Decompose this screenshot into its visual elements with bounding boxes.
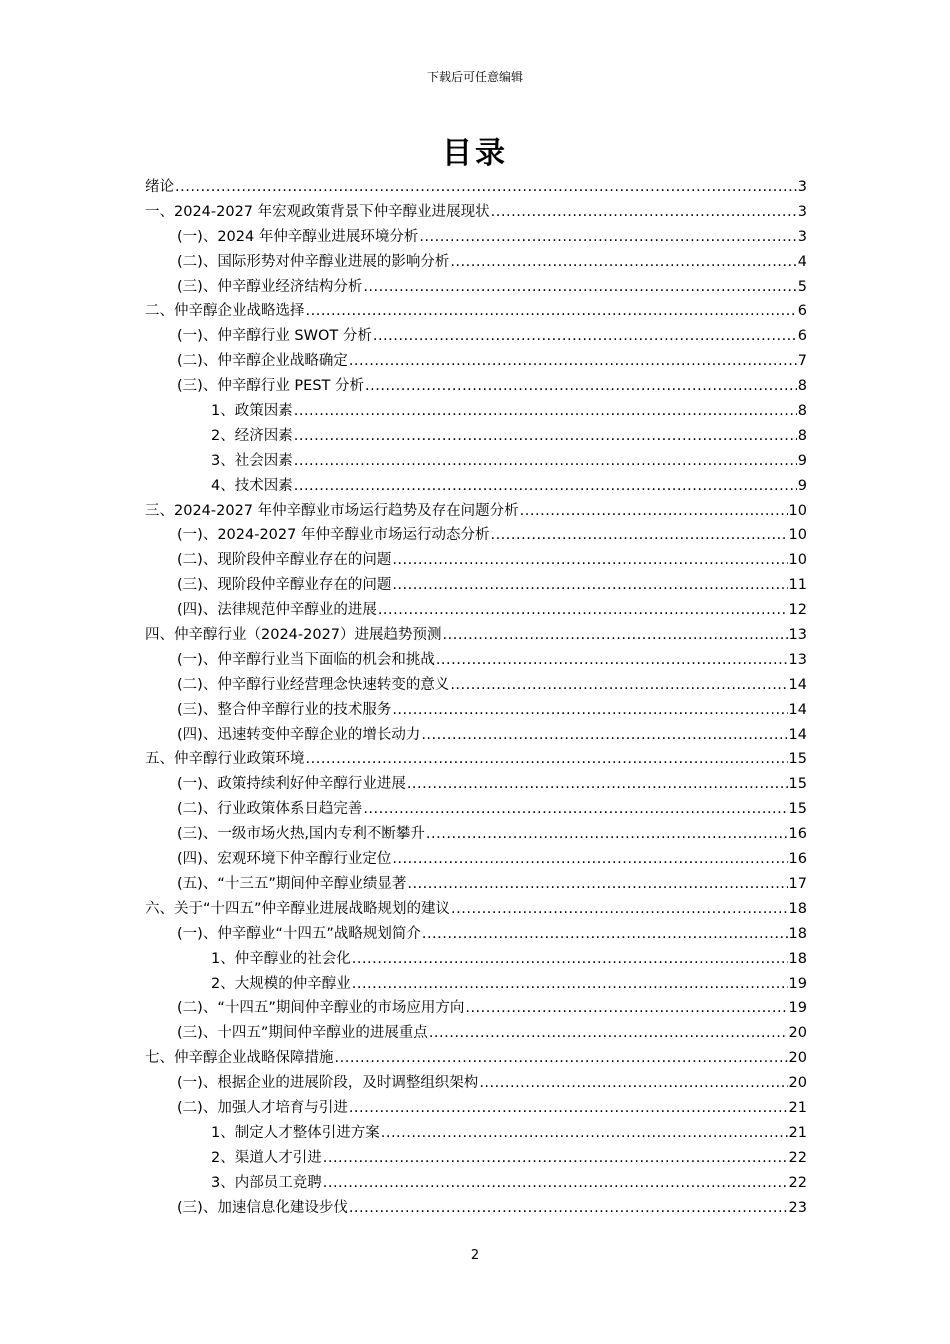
toc-entry-page: 18 [788, 950, 807, 967]
toc-entry[interactable] [145, 299, 807, 324]
toc-entry-text: (三)、加速信息化建设步伐 [177, 1199, 348, 1216]
toc-entry[interactable] [145, 673, 807, 698]
toc-dot-leader [520, 499, 788, 524]
toc-dot-leader [306, 299, 797, 324]
toc-entry-page: 15 [788, 751, 807, 768]
toc-entry-text: (二)、行业政策体系日趋完善 [177, 801, 363, 818]
toc-dot-leader [392, 573, 787, 598]
toc-entry-page: 14 [788, 701, 807, 718]
toc-entry-text: (四)、宏观环境下仲辛醇行业定位 [177, 851, 392, 868]
toc-dot-leader [365, 374, 797, 399]
toc-entry-text: (三)、十四五”期间仲辛醇业的进展重点 [177, 1025, 428, 1042]
toc-entry[interactable] [145, 474, 807, 499]
toc-entry[interactable] [145, 1046, 807, 1071]
toc-dot-leader [373, 324, 797, 349]
toc-dot-leader [465, 996, 787, 1021]
toc-entry-page: 8 [797, 403, 807, 420]
toc-entry-page: 20 [788, 1075, 807, 1092]
toc-entry-text: 1、政策因素 [211, 403, 293, 420]
toc-dot-leader [352, 947, 788, 972]
toc-entry[interactable] [145, 200, 807, 225]
toc-entry[interactable] [145, 424, 807, 449]
toc-entry[interactable] [145, 175, 807, 200]
toc-entry[interactable] [145, 897, 807, 922]
toc-dot-leader [349, 1196, 788, 1221]
toc-entry-text: 2、大规模的仲辛醇业 [211, 975, 351, 992]
toc-dot-leader [349, 349, 797, 374]
toc-entry-text: (一)、仲辛醇行业当下面临的机会和挑战 [177, 651, 435, 668]
toc-entry-text: 3、社会因素 [211, 452, 293, 469]
toc-entry[interactable] [145, 772, 807, 797]
toc-entry-text: 三、2024-2027 年仲辛醇业市场运行趋势及存在问题分析 [145, 502, 519, 519]
toc-entry[interactable] [145, 449, 807, 474]
toc-entry-text: (二)、现阶段仲辛醇业存在的问题 [177, 552, 392, 569]
header-note: 下载后可任意编辑 [426, 70, 523, 84]
toc-entry-page: 19 [788, 975, 807, 992]
toc-entry-text: 2、经济因素 [211, 427, 293, 444]
toc-entry-page: 10 [788, 552, 807, 569]
toc-entry-page: 14 [788, 676, 807, 693]
toc-entry-page: 17 [788, 875, 807, 892]
toc-entry[interactable] [145, 1071, 807, 1096]
toc-entry-page: 22 [788, 1149, 807, 1166]
toc-dot-leader [363, 275, 796, 300]
toc-entry-page: 7 [797, 353, 807, 370]
toc-dot-leader [175, 175, 797, 200]
toc-entry[interactable] [145, 374, 807, 399]
toc-dot-leader [294, 424, 797, 449]
toc-dot-leader [407, 772, 788, 797]
toc-entry-page: 9 [797, 452, 807, 469]
toc-entry-page: 13 [788, 651, 807, 668]
toc-entry-text: 1、制定人才整体引进方案 [211, 1124, 380, 1141]
toc-entry-page: 15 [788, 801, 807, 818]
toc-dot-leader [491, 200, 797, 225]
toc-entry-text: (四)、迅速转变仲辛醇企业的增长动力 [177, 726, 421, 743]
toc-entry-page: 21 [788, 1124, 807, 1141]
toc-entry[interactable] [145, 1196, 807, 1221]
toc-entry-text: (五)、“十三五”期间仲辛醇业绩显著 [177, 875, 407, 892]
toc-entry-text: 二、仲辛醇企业战略选择 [145, 303, 305, 320]
toc-dot-leader [490, 523, 787, 548]
toc-entry-text: (三)、现阶段仲辛醇业存在的问题 [177, 577, 392, 594]
toc-entry[interactable] [145, 847, 807, 872]
toc-entry[interactable] [145, 947, 807, 972]
table-of-contents [145, 175, 807, 1220]
toc-dot-leader [363, 797, 787, 822]
toc-entry-page: 15 [788, 776, 807, 793]
toc-entry-text: 绪论 [145, 179, 174, 195]
toc-entry-text: (三)、一级市场火热,国内专利不断攀升 [177, 826, 425, 843]
toc-entry-text: (一)、仲辛醇行业 SWOT 分析 [177, 328, 372, 345]
toc-entry[interactable] [145, 523, 807, 548]
toc-entry-text: 六、关于“十四五”仲辛醇业进展战略规划的建议 [145, 900, 451, 917]
toc-dot-leader [392, 698, 787, 723]
toc-entry[interactable] [145, 250, 807, 275]
toc-dot-leader [450, 250, 796, 275]
toc-dot-leader [421, 723, 787, 748]
toc-entry[interactable] [145, 822, 807, 847]
toc-entry-page: 11 [788, 577, 807, 594]
toc-entry-page: 3 [797, 203, 807, 220]
toc-entry[interactable] [145, 747, 807, 772]
toc-dot-leader [294, 399, 797, 424]
toc-entry-page: 10 [788, 527, 807, 544]
toc-entry-text: (三)、仲辛醇行业 PEST 分析 [177, 378, 364, 395]
toc-entry-text: 一、2024-2027 年宏观政策背景下仲辛醇业进展现状 [145, 203, 490, 220]
toc-entry-page: 22 [788, 1174, 807, 1191]
toc-entry-page: 23 [788, 1199, 807, 1216]
toc-entry[interactable] [145, 499, 807, 524]
toc-entry[interactable] [145, 349, 807, 374]
toc-entry[interactable] [145, 225, 807, 250]
toc-dot-leader [443, 623, 788, 648]
toc-entry-text: 2、渠道人才引进 [211, 1149, 322, 1166]
toc-entry-text: 1、仲辛醇业的社会化 [211, 950, 351, 967]
toc-dot-leader [352, 972, 788, 997]
toc-entry-page: 8 [797, 427, 807, 444]
toc-entry-text: 4、技术因素 [211, 477, 293, 494]
toc-entry-text: 四、仲辛醇行业（2024-2027）进展趋势预测 [145, 627, 442, 644]
toc-entry[interactable] [145, 324, 807, 349]
toc-entry-page: 16 [788, 826, 807, 843]
toc-entry-page: 20 [788, 1025, 807, 1042]
toc-dot-leader [306, 747, 788, 772]
toc-entry-text: 七、仲辛醇企业战略保障措施 [145, 1050, 334, 1067]
toc-entry-page: 14 [788, 726, 807, 743]
toc-entry[interactable] [145, 1096, 807, 1121]
toc-dot-leader [378, 598, 788, 623]
toc-entry[interactable] [145, 548, 807, 573]
toc-dot-leader [429, 1021, 788, 1046]
toc-dot-leader [349, 1096, 788, 1121]
toc-entry-text: 五、仲辛醇行业政策环境 [145, 751, 305, 768]
toc-entry-text: (三)、仲辛醇业经济结构分析 [177, 278, 363, 295]
toc-entry-page: 20 [788, 1050, 807, 1067]
toc-entry-text: (一)、根据企业的进展阶段，及时调整组织架构 [177, 1075, 479, 1092]
toc-entry-text: (二)、“十四五”期间仲辛醇业的市场应用方向 [177, 1000, 465, 1017]
toc-entry[interactable] [145, 1121, 807, 1146]
toc-dot-leader [450, 673, 787, 698]
toc-entry-text: (四)、法律规范仲辛醇业的进展 [177, 602, 377, 619]
toc-entry-page: 5 [797, 278, 807, 295]
toc-dot-leader [335, 1046, 788, 1071]
toc-entry-page: 8 [797, 378, 807, 395]
page-number: 2 [470, 1248, 480, 1263]
toc-entry-page: 19 [788, 1000, 807, 1017]
toc-entry-page: 6 [797, 328, 807, 345]
toc-entry[interactable] [145, 573, 807, 598]
toc-entry[interactable] [145, 1171, 807, 1196]
toc-dot-leader [381, 1121, 788, 1146]
toc-entry[interactable] [145, 399, 807, 424]
toc-entry[interactable] [145, 872, 807, 897]
toc-entry-page: 13 [788, 627, 807, 644]
toc-entry[interactable] [145, 723, 807, 748]
toc-entry-page: 4 [797, 253, 807, 270]
toc-entry[interactable] [145, 996, 807, 1021]
toc-entry-text: (二)、加强人才培育与引进 [177, 1099, 348, 1116]
toc-dot-leader [426, 822, 788, 847]
toc-entry-page: 9 [797, 477, 807, 494]
toc-entry-text: (三)、整合仲辛醇行业的技术服务 [177, 701, 392, 718]
toc-entry-text: (一)、2024-2027 年仲辛醇业市场运行动态分析 [177, 527, 490, 544]
toc-entry-text: (一)、仲辛醇业“十四五”战略规划简介 [177, 925, 421, 942]
toc-entry-text: (二)、仲辛醇企业战略确定 [177, 353, 348, 370]
toc-entry-text: (一)、2024 年仲辛醇业进展环境分析 [177, 228, 419, 245]
toc-dot-leader [407, 872, 787, 897]
toc-dot-leader [422, 922, 788, 947]
toc-entry-page: 3 [797, 179, 807, 195]
toc-dot-leader [392, 847, 787, 872]
toc-entry-page: 16 [788, 851, 807, 868]
toc-dot-leader [294, 474, 797, 499]
toc-entry-text: (一)、政策持续利好仲辛醇行业进展 [177, 776, 406, 793]
toc-entry[interactable] [145, 275, 807, 300]
toc-entry[interactable] [145, 1021, 807, 1046]
toc-dot-leader [436, 648, 788, 673]
toc-entry-text: (二)、仲辛醇行业经营理念快速转变的意义 [177, 676, 450, 693]
toc-entry-page: 10 [788, 502, 807, 519]
toc-entry[interactable] [145, 797, 807, 822]
toc-dot-leader [294, 449, 797, 474]
toc-entry[interactable] [145, 972, 807, 997]
toc-dot-leader [451, 897, 788, 922]
toc-entry-text: (二)、国际形势对仲辛醇业进展的影响分析 [177, 253, 450, 270]
toc-entry[interactable] [145, 623, 807, 648]
toc-entry[interactable] [145, 1146, 807, 1171]
toc-dot-leader [323, 1146, 788, 1171]
toc-entry[interactable] [145, 698, 807, 723]
toc-entry[interactable] [145, 922, 807, 947]
toc-dot-leader [479, 1071, 787, 1096]
toc-entry[interactable] [145, 648, 807, 673]
toc-title: 目录 [442, 136, 508, 171]
toc-dot-leader [392, 548, 787, 573]
toc-entry-page: 3 [797, 228, 807, 245]
toc-entry-page: 18 [788, 925, 807, 942]
toc-dot-leader [419, 225, 796, 250]
toc-entry-page: 12 [788, 602, 807, 619]
toc-entry-page: 6 [797, 303, 807, 320]
toc-entry-page: 21 [788, 1099, 807, 1116]
toc-dot-leader [323, 1171, 788, 1196]
toc-entry-page: 18 [788, 900, 807, 917]
toc-entry[interactable] [145, 598, 807, 623]
toc-entry-text: 3、内部员工竞聘 [211, 1174, 322, 1191]
